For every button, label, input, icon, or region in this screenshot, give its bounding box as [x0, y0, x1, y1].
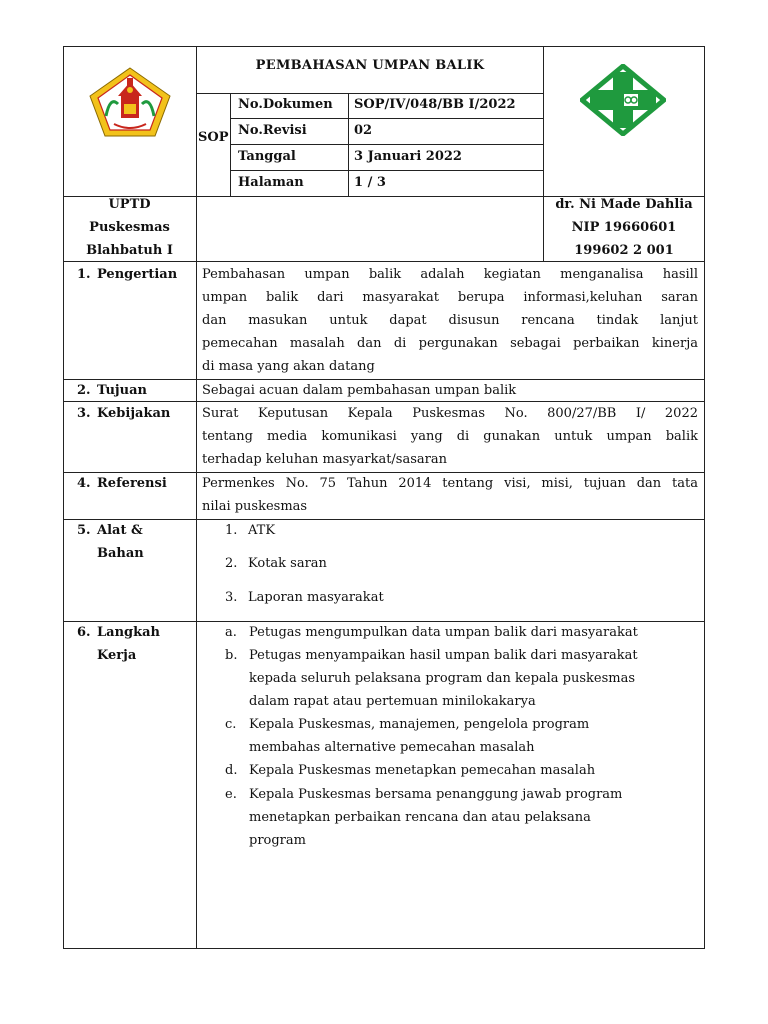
- government-seal-logo: [88, 66, 172, 138]
- pengertian-line-1: Pembahasan umpan balik adalah kegiatan menganalisa hasill: [202, 267, 698, 282]
- step-d-line-1: Kepala Puskesmas menetapkan pemecahan masalah: [249, 763, 596, 778]
- section-number-3: 3.: [77, 406, 91, 421]
- section-number-5: 5.: [77, 523, 91, 538]
- alat-item-3: Laporan masyarakat: [248, 590, 384, 605]
- step-b-line-3: dalam rapat atau pertemuan minilokakarya: [249, 694, 536, 709]
- signer-name: dr. Ni Made Dahlia: [555, 197, 693, 212]
- org-line-1: UPTD: [108, 197, 151, 212]
- tujuan-text: Sebagai acuan dalam pembahasan umpan balik: [202, 383, 517, 398]
- section-label-alat: Alat &: [97, 523, 143, 538]
- alat-item-2: Kotak saran: [248, 556, 327, 571]
- alat-item-1: ATK: [248, 523, 276, 538]
- step-b-marker: b.: [225, 648, 238, 663]
- section-label-bahan: Bahan: [97, 546, 144, 561]
- pengertian-line-5: di masa yang akan datang: [202, 359, 375, 374]
- org-line-2: Puskesmas: [89, 220, 170, 235]
- kebijakan-line-1: Surat Keputusan Kepala Puskesmas No. 800/27/BB I/ 2022: [202, 406, 698, 421]
- value-halaman: 1 / 3: [354, 175, 386, 190]
- signer-nip-1: NIP 19660601: [571, 220, 677, 235]
- alat-item-1-number: 1.: [225, 523, 238, 538]
- step-d-marker: d.: [225, 763, 238, 778]
- label-no-dokumen: No.Dokumen: [238, 97, 333, 112]
- sop-label: SOP: [198, 130, 229, 145]
- step-b-line-1: Petugas menyampaikan hasil umpan balik dari masyarakat: [249, 648, 638, 663]
- step-b-line-2: kepada seluruh pelaksana program dan kepala puskesmas: [249, 671, 636, 686]
- value-no-dokumen: SOP/IV/048/BB I/2022: [354, 97, 516, 112]
- step-e-marker: e.: [225, 787, 237, 802]
- section-line-4: [63, 519, 705, 520]
- section-label-pengertian: Pengertian: [97, 267, 178, 282]
- section-label-tujuan: Tujuan: [97, 383, 147, 398]
- section-number-6: 6.: [77, 625, 91, 640]
- label-no-revisi: No.Revisi: [238, 123, 307, 138]
- column-divider-left: [196, 46, 197, 949]
- document-title: PEMBAHASAN UMPAN BALIK: [255, 58, 485, 73]
- value-tanggal: 3 Januari 2022: [354, 149, 462, 164]
- section-label-referensi: Referensi: [97, 476, 167, 491]
- section-number-2: 2.: [77, 383, 91, 398]
- signer-nip-2: 199602 2 001: [574, 243, 674, 258]
- label-tanggal: Tanggal: [238, 149, 296, 164]
- value-no-revisi: 02: [354, 123, 373, 138]
- kebijakan-line-3: terhadap keluhan masyarkat/sasaran: [202, 452, 447, 467]
- section-label-langkah: Langkah: [97, 625, 160, 640]
- alat-item-3-number: 3.: [225, 590, 238, 605]
- section-number-1: 1.: [77, 267, 91, 282]
- pengertian-line-4: pemecahan masalah dan di pergunakan sebagai perbaikan kinerja: [202, 336, 698, 351]
- step-c-line-1: Kepala Puskesmas, manajemen, pengelola program: [249, 717, 590, 732]
- step-c-line-2: membahas alternative pemecahan masalah: [249, 740, 535, 755]
- kebijakan-line-2: tentang media komunikasi yang di gunakan untuk umpan balik: [202, 429, 698, 444]
- referensi-line-2: nilai puskesmas: [202, 499, 308, 514]
- org-line-3: Blahbatuh I: [86, 243, 173, 258]
- pengertian-line-3: dan masukan untuk dapat disusun rencana tindak lanjut: [202, 313, 698, 328]
- section-number-4: 4.: [77, 476, 91, 491]
- section-label-kerja: Kerja: [97, 648, 137, 663]
- step-e-line-1: Kepala Puskesmas bersama penanggung jawab program: [249, 787, 623, 802]
- alat-item-2-number: 2.: [225, 556, 238, 571]
- step-e-line-2: menetapkan perbaikan rencana dan atau pelaksana: [249, 810, 591, 825]
- step-a-marker: a.: [225, 625, 237, 640]
- step-e-line-3: program: [249, 833, 306, 848]
- section-label-kebijakan: Kebijakan: [97, 406, 171, 421]
- pengertian-line-2: umpan balik dari masyarakat berupa informasi,keluhan saran: [202, 290, 698, 305]
- referensi-line-1: Permenkes No. 75 Tahun 2014 tentang visi, misi, tujuan dan tata: [202, 476, 698, 491]
- step-c-marker: c.: [225, 717, 237, 732]
- label-halaman: Halaman: [238, 175, 304, 190]
- puskesmas-cross-logo: [580, 64, 666, 136]
- step-a-line-1: Petugas mengumpulkan data umpan balik dari masyarakat: [249, 625, 638, 640]
